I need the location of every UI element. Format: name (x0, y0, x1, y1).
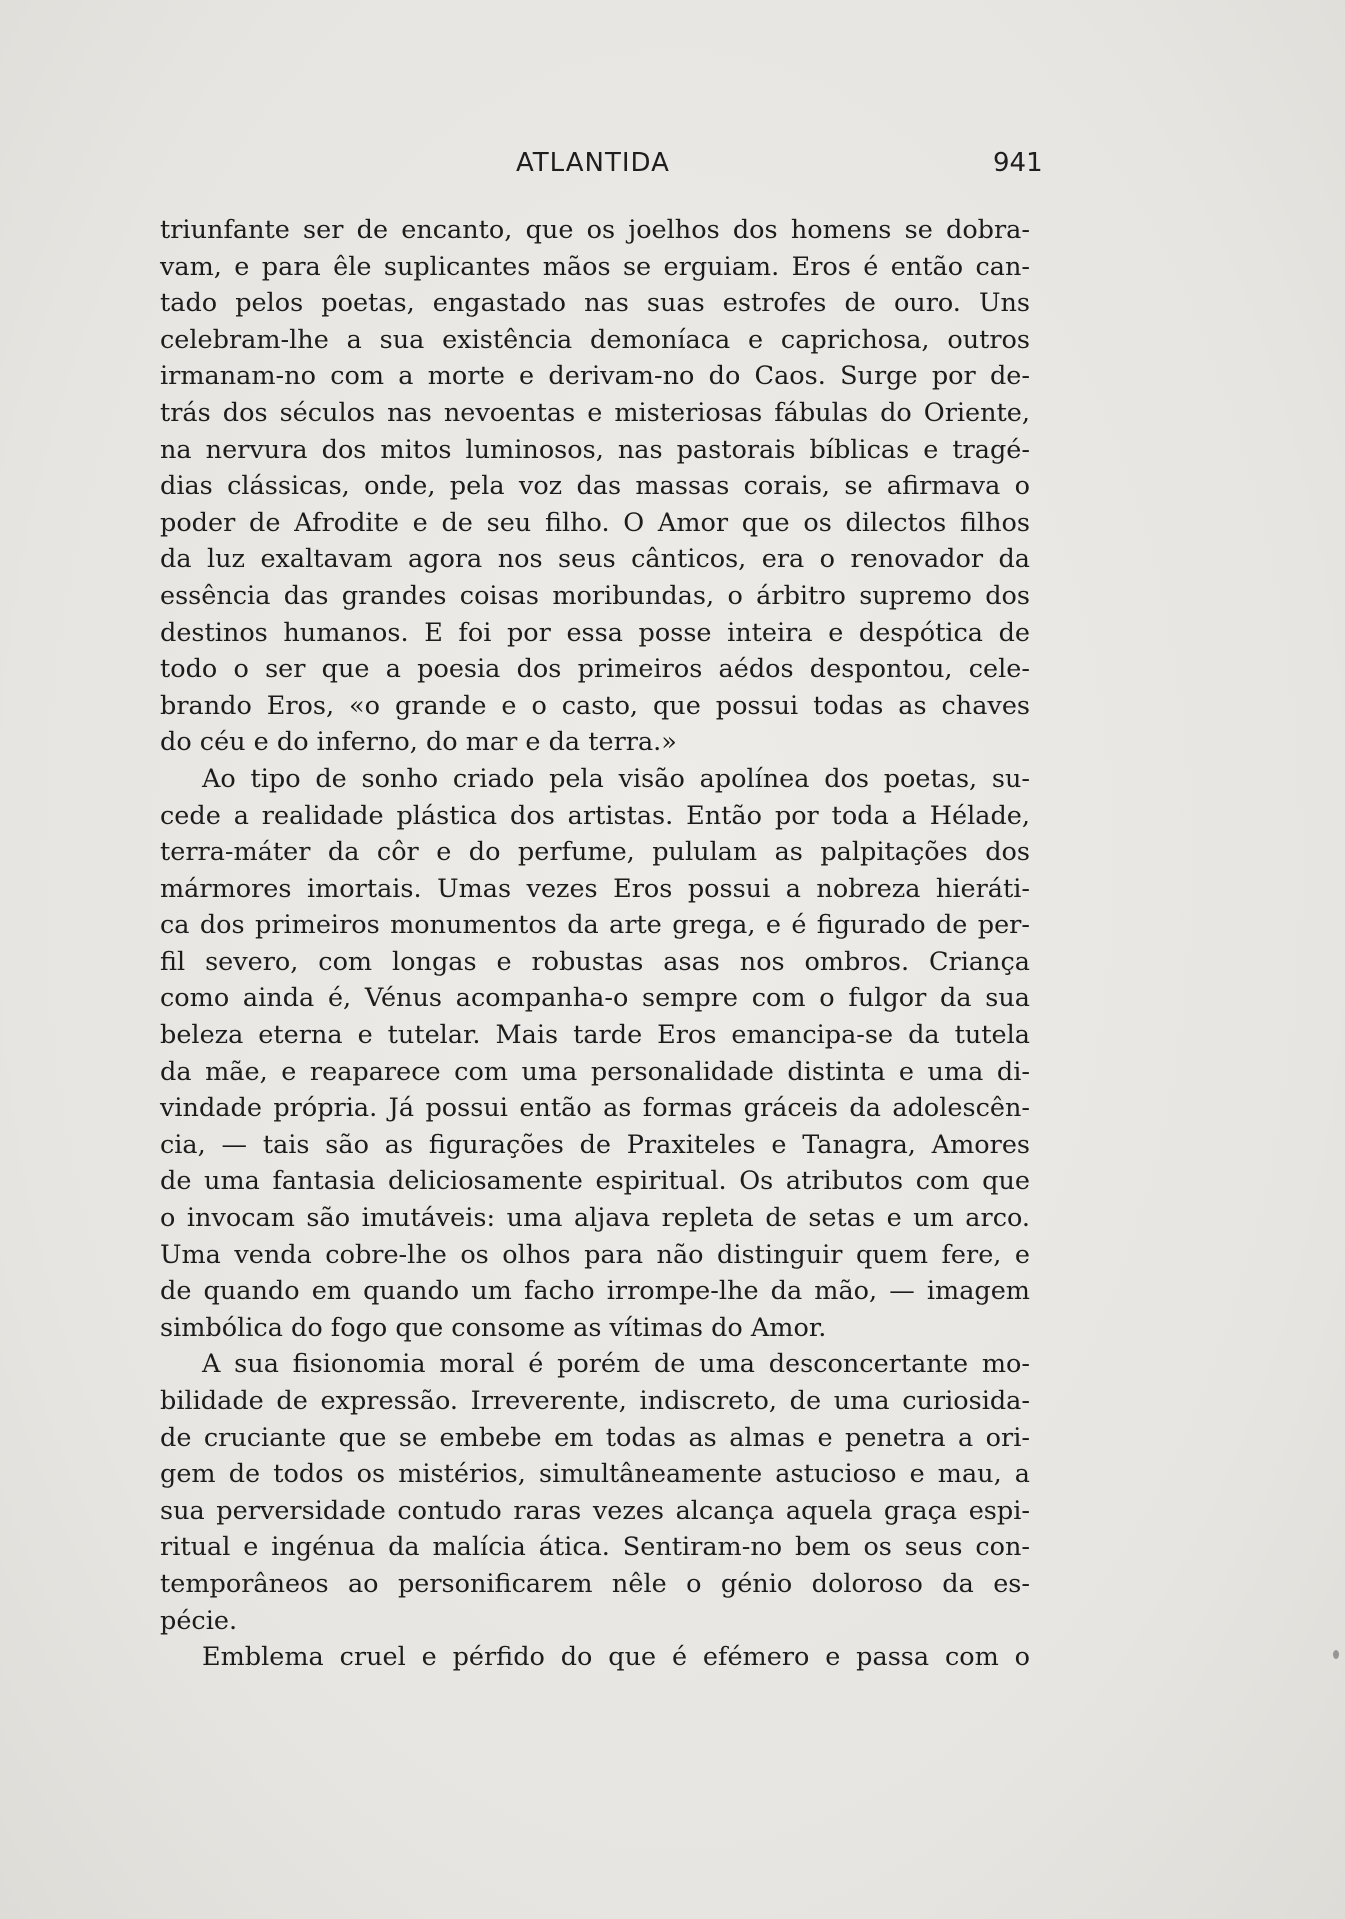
text-line: essência das grandes coisas moribundas, o árbitro supremo dos (160, 580, 1030, 611)
text-line: ritual e ingénua da malícia ática. Sentiram-no bem os seus con- (160, 1532, 1030, 1563)
text-line: brando Eros, «o grande e o casto, que possui todas as chaves (160, 690, 1030, 721)
text-line: temporâneos ao personificarem nêle o génio doloroso da es- (160, 1568, 1030, 1599)
text-line: beleza eterna e tutelar. Mais tarde Eros emancipa-se da tutela (160, 1020, 1030, 1051)
page-header (0, 148, 1345, 182)
text-line: vindade própria. Já possui então as formas gráceis da adolescên- (160, 1093, 1030, 1124)
text-line: bilidade de expressão. Irreverente, indiscreto, de uma curiosida- (160, 1386, 1030, 1416)
paper-speck (1333, 1650, 1339, 1659)
body-text (160, 212, 1030, 1676)
text-line: tado pelos poetas, engastado nas suas estrofes de ouro. Uns (160, 288, 1030, 319)
running-head: ATLANTIDA (516, 148, 670, 178)
text-line: de quando em quando um facho irrompe-lhe da mão, — imagem (160, 1276, 1030, 1307)
text-line: de cruciante que se embebe em todas as almas e penetra a ori- (160, 1422, 1030, 1453)
text-line: terra-máter da côr e do perfume, pululam as palpitações dos (160, 837, 1030, 868)
text-line: da mãe, e reaparece com uma personalidade distinta e uma di- (160, 1056, 1030, 1087)
text-line: gem de todos os mistérios, simultâneamente astucioso e mau, a (160, 1459, 1030, 1490)
text-line: da luz exaltavam agora nos seus cânticos, era o renovador da (160, 544, 1030, 575)
paragraph-first-line: Emblema cruel e pérfido do que é efémero e passa com o (202, 1642, 1030, 1673)
text-line: vam, e para êle suplicantes mãos se erguiam. Eros é então can- (160, 251, 1030, 282)
text-line: irmanam-no com a morte e derivam-no do Caos. Surge por de- (160, 361, 1030, 392)
text-line: na nervura dos mitos luminosos, nas pastorais bíblicas e tragé- (160, 434, 1030, 465)
text-line: celebram-lhe a sua existência demoníaca e caprichosa, outros (160, 324, 1030, 355)
paragraph-first-line: A sua fisionomia moral é porém de uma desconcertante mo- (202, 1349, 1030, 1380)
text-line: de uma fantasia deliciosamente espiritual. Os atributos com que (160, 1166, 1030, 1197)
text-line: mármores imortais. Umas vezes Eros possui a nobreza hieráti- (160, 873, 1030, 904)
text-line: pécie. (160, 1605, 238, 1636)
text-line: cede a realidade plástica dos artistas. Então por toda a Hélade, (160, 800, 1030, 831)
text-line: destinos humanos. E foi por essa posse inteira e despótica de (160, 617, 1030, 648)
text-line: ca dos primeiros monumentos da arte grega, e é figurado de per- (160, 910, 1030, 941)
text-line: Uma venda cobre-lhe os olhos para não distinguir quem fere, e (160, 1239, 1030, 1270)
paragraph-first-line: Ao tipo de sonho criado pela visão apolínea dos poetas, su- (202, 763, 1030, 794)
text-line: trás dos séculos nas nevoentas e misteriosas fábulas do Oriente, (160, 397, 1030, 428)
text-line: o invocam são imutáveis: uma aljava repleta de setas e um arco. (160, 1203, 1030, 1234)
text-line: simbólica do fogo que consome as vítimas do Amor. (160, 1312, 827, 1343)
text-line: triunfante ser de encanto, que os joelhos dos homens se dobra- (160, 215, 1030, 245)
page-number: 941 (993, 148, 1043, 178)
text-line: fil severo, com longas e robustas asas nos ombros. Criança (160, 946, 1030, 977)
text-line: poder de Afrodite e de seu filho. O Amor que os dilectos filhos (160, 507, 1030, 538)
text-line: cia, — tais são as figurações de Praxiteles e Tanagra, Amores (160, 1129, 1030, 1160)
text-line: sua perversidade contudo raras vezes alcança aquela graça espi- (160, 1495, 1030, 1526)
text-line: todo o ser que a poesia dos primeiros aédos despontou, cele- (160, 654, 1030, 685)
text-line: como ainda é, Vénus acompanha-o sempre com o fulgor da sua (160, 983, 1030, 1014)
text-line: dias clássicas, onde, pela voz das massas corais, se afirmava o (160, 471, 1030, 502)
text-line: do céu e do inferno, do mar e da terra.» (160, 727, 677, 758)
